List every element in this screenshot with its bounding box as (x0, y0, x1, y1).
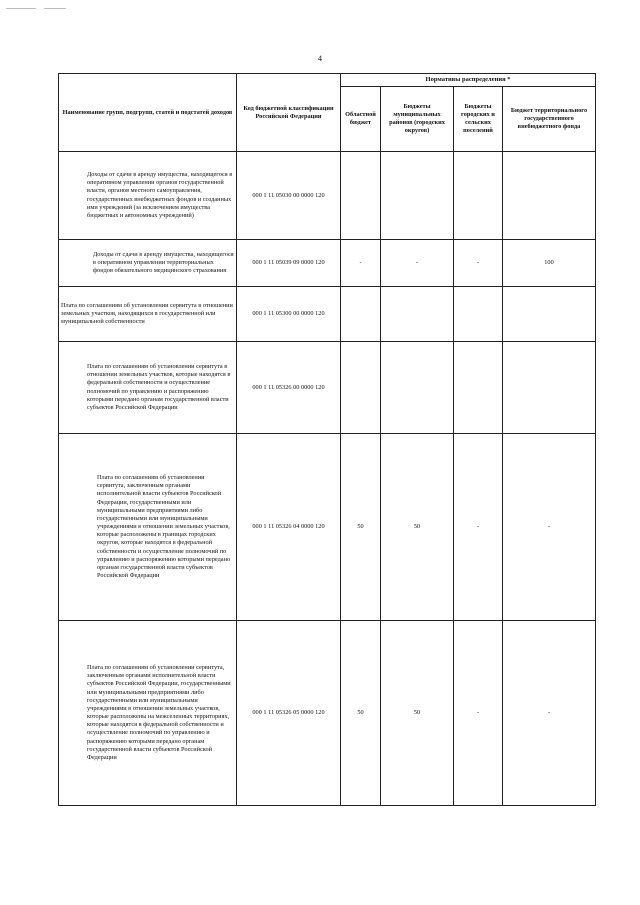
row-code: 000 1 11 05039 09 0000 120 (237, 240, 341, 287)
row-name: Плата по соглашениям об установлении сервитута, заключенным органами исполнительной власти субъектов Российской Федерации, государственными или муниципальными предприятиями либо государственными или муниципальными учреждениями в отношении земельных участков, которые расположены в границах городских округов, которые находятся в федеральной собственности и осуществление полномочий по управлению и распоряжению которыми передано органам государственной власти субъектов Российской Федерации (59, 434, 237, 621)
row-code: 000 1 11 05326 05 0000 120 (237, 621, 341, 806)
table-row (59, 621, 596, 806)
row-municipal (381, 152, 454, 240)
revenue-distribution-table (58, 73, 596, 806)
row-regional (341, 342, 381, 434)
row-settlements (454, 152, 503, 240)
scan-artifact (44, 8, 66, 9)
table-row (59, 287, 596, 342)
header-municipal-districts: Бюджеты муниципальных районов (городских округов) (381, 87, 454, 152)
header-urban-rural-settlements: Бюджеты городских и сельских поселений (454, 87, 503, 152)
header-territorial-fund: Бюджет территориального государственного внебюджетного фонда (503, 87, 596, 152)
row-settlements: - (454, 434, 503, 621)
page-number: 4 (318, 54, 322, 63)
row-fund (503, 342, 596, 434)
header-name: Наименование групп, подгрупп, статей и подстатей доходов (59, 74, 237, 152)
row-fund: - (503, 621, 596, 806)
header-norms: Нормативы распределения * (341, 74, 596, 87)
row-fund (503, 287, 596, 342)
table-row (59, 152, 596, 240)
row-code: 000 1 11 05326 00 0000 120 (237, 342, 341, 434)
row-fund (503, 152, 596, 240)
row-name: Доходы от сдачи в аренду имущества, находящегося в оперативном управлении органов государственной власти, органов местного самоуправления, государственных внебюджетных фондов и созданных ими учреждений (за исключением имущества бюджетных и автономных учреждений) (59, 152, 237, 240)
table-row (59, 240, 596, 287)
table-row (59, 434, 596, 621)
row-municipal: 50 (381, 434, 454, 621)
row-regional (341, 287, 381, 342)
row-name: Плата по соглашениям об установлении сервитута в отношении земельных участков, которые находятся в федеральной собственности и осуществление полномочий по управлению и распоряжению которыми передано органам государственной власти субъектов Российской Федерации (59, 342, 237, 434)
header-code: Код бюджетной классификации Российской Федерации (237, 74, 341, 152)
row-code: 000 1 11 05326 04 0000 120 (237, 434, 341, 621)
row-code: 000 1 11 05030 00 0000 120 (237, 152, 341, 240)
row-fund: - (503, 434, 596, 621)
row-settlements (454, 342, 503, 434)
row-municipal (381, 342, 454, 434)
row-name: Плата по соглашениям об установлении сервитута, заключенным органами исполнительной власти субъектов Российской Федерации, государственными или муниципальными предприятиями либо государственными или муниципальными учреждениями в отношении земельных участков, которые расположены на межселенных территориях, которые находятся в федеральной собственности и осуществление полномочий по управлению и распоряжению которыми передано органам государственной власти субъектов Российской Федерации (59, 621, 237, 806)
row-regional: - (341, 240, 381, 287)
row-municipal (381, 287, 454, 342)
scan-artifact (6, 8, 36, 9)
row-name: Доходы от сдачи в аренду имущества, находящегося в оперативном управлении территориальных фондов обязательного медицинского страхования (59, 240, 237, 287)
row-settlements (454, 287, 503, 342)
row-municipal: 50 (381, 621, 454, 806)
row-name: Плата по соглашениям об установлении сервитута в отношении земельных участков, находящихся в государственной или муниципальной собственности (59, 287, 237, 342)
row-code: 000 1 11 05300 00 0000 120 (237, 287, 341, 342)
row-municipal: - (381, 240, 454, 287)
row-settlements: - (454, 621, 503, 806)
row-regional: 50 (341, 434, 381, 621)
table-row (59, 342, 596, 434)
header-regional-budget: Областной бюджет (341, 87, 381, 152)
row-settlements: - (454, 240, 503, 287)
row-regional (341, 152, 381, 240)
row-regional: 50 (341, 621, 381, 806)
row-fund: 100 (503, 240, 596, 287)
